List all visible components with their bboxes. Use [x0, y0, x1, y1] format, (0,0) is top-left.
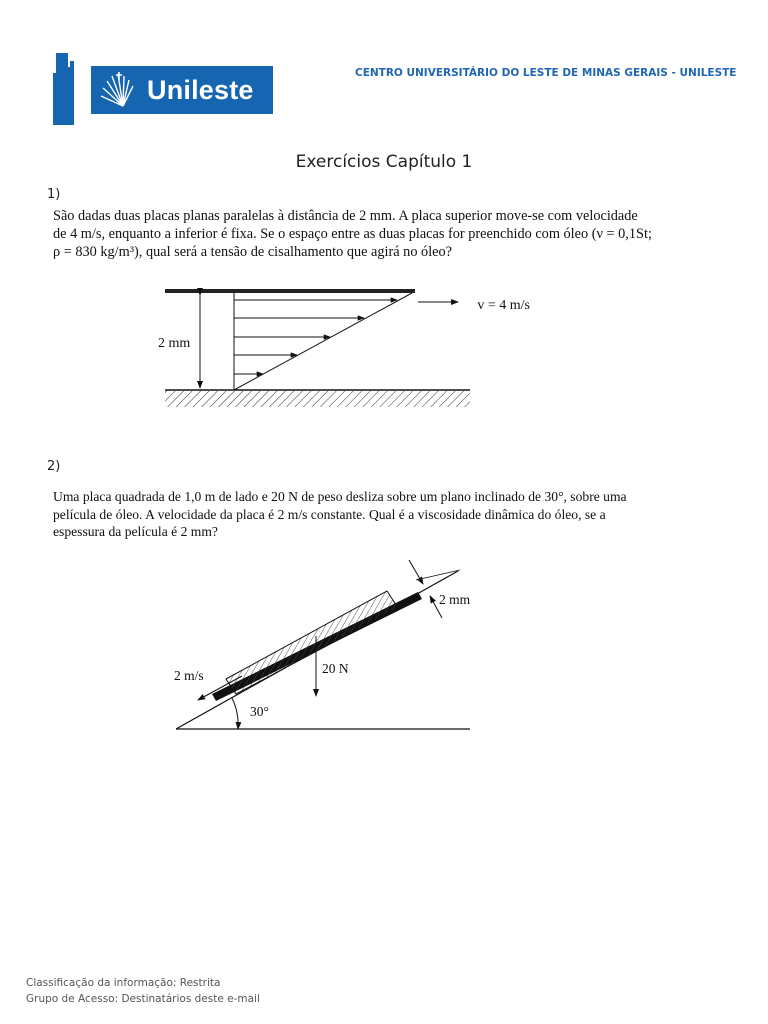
logo [91, 66, 273, 114]
question-1-number: 1) [47, 187, 61, 202]
logo-building-icon [53, 53, 77, 125]
question-2-figure [160, 552, 490, 737]
question-1-line: de 4 m/s, enquanto a inferior é fixa. Se o espaço entre as duas placas for preenchido com óleo (ν = 0,1St; [53, 226, 652, 243]
question-2-number: 2) [47, 459, 61, 474]
question-1-line: São dadas duas placas planas paralelas à distância de 2 mm. A placa superior move-se com velocidade [53, 208, 638, 224]
logo-text: Unileste [147, 74, 254, 105]
question-2-line: espessura da película é 2 mm? [53, 524, 218, 539]
velocity-profile [234, 293, 412, 390]
sliding-plate [226, 591, 398, 694]
institution-name: CENTRO UNIVERSITÁRIO DO LESTE DE MINAS GERAIS - UNILESTE [355, 67, 737, 79]
angle-arc [232, 698, 238, 729]
fixed-plate-hatch [165, 391, 470, 407]
question-1-line: ρ = 830 kg/m³), qual será a tensão de cisalhamento que agirá no óleo? [53, 244, 453, 261]
upper-plate [165, 289, 415, 293]
film-label: 2 mm [439, 592, 471, 607]
page-title: Exercícios Capítulo 1 [295, 152, 473, 172]
logo-ray-icon [91, 66, 149, 114]
gap-label: 2 mm [158, 336, 191, 351]
question-1-figure [150, 280, 530, 412]
question-2-text [53, 488, 723, 541]
question-2-line: Uma placa quadrada de 1,0 m de lado e 20 N de peso desliza sobre um plano inclinado de 30°, sobre uma [53, 489, 627, 504]
angle-label: 30° [250, 704, 269, 719]
velocity-profile-arrows [234, 300, 397, 374]
classification-text: Classificação da informação: Restrita [26, 977, 221, 989]
velocity-label: v = 4 m/s [477, 298, 530, 313]
footer [26, 975, 260, 1007]
question-2-line: película de óleo. A velocidade da placa é 2 m/s constante. Qual é a viscosidade dinâmica do óleo, se a [53, 506, 606, 522]
access-group-text: Grupo de Acesso: Destinatários deste e-mail [26, 993, 260, 1005]
weight-label: 20 N [322, 661, 349, 676]
question-1-text [53, 207, 723, 262]
velocity-label: 2 m/s [174, 668, 204, 683]
